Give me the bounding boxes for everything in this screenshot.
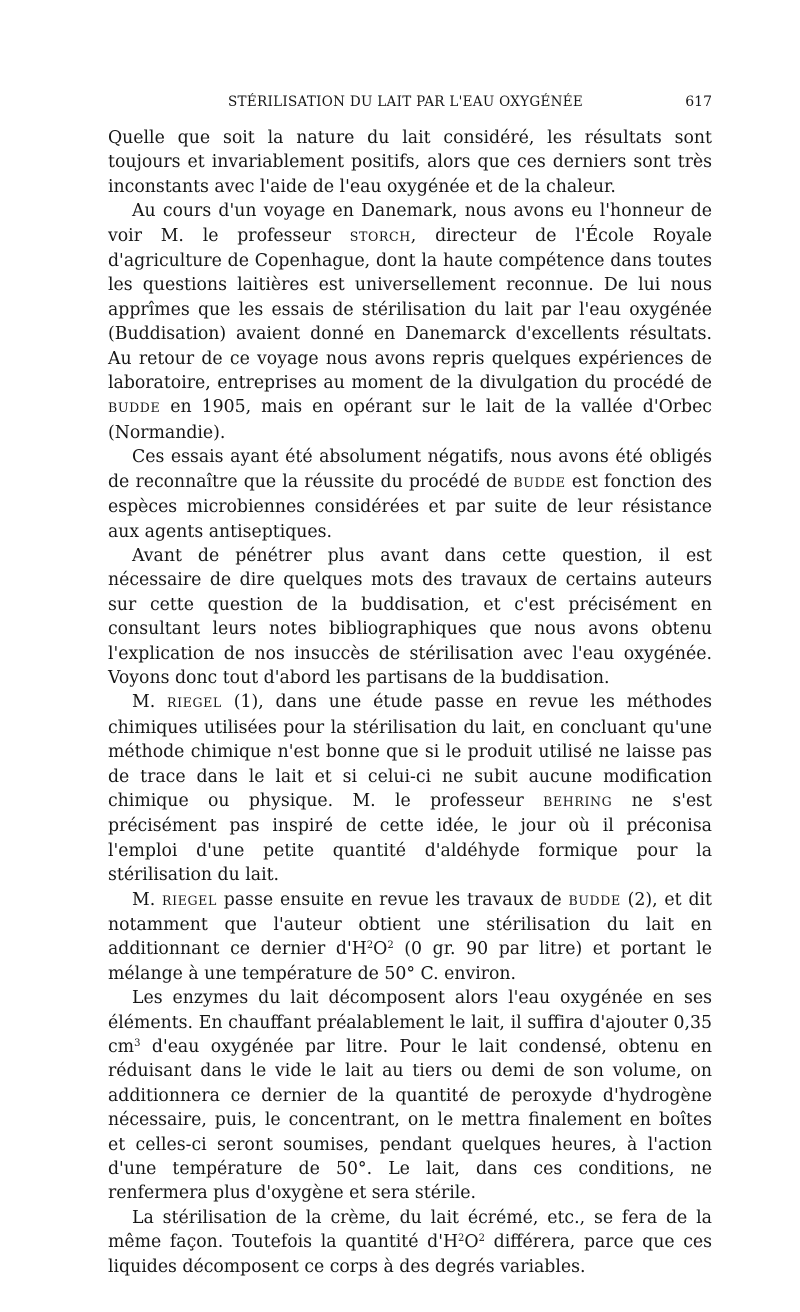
- page-number: 617: [685, 94, 712, 110]
- author-name: BEHRING: [543, 793, 613, 809]
- paragraph-1: Quelle que soit la nature du lait considéré, les résultats sont toujours et invariablement positifs, alors que ces derniers sont très inconstants avec l'aide de l'eau oxygénée et de la chaleur.: [108, 128, 712, 197]
- running-title: STÉRILISATION DU LAIT PAR L'EAU OXYGÉNÉE: [228, 94, 584, 110]
- paragraph-4: Avant de pénétrer plus avant dans cette question, il est nécessaire de dire quelques mots des travaux de certains auteurs sur cette question de la buddisation, et c'est précisément en consultant leurs notes bibliographiques que nous avons obtenu l'explication de nos insuccès de stérilisation avec l'eau oxygénée. Voyons donc tout d'abord les partisans de la buddisation.: [108, 545, 712, 688]
- body-text: [108, 126, 712, 1279]
- formula-subscript: 2: [458, 1233, 465, 1245]
- author-name: RIEGEL: [162, 892, 217, 908]
- author-name: STORCH: [349, 228, 411, 244]
- author-name: RIEGEL: [167, 695, 222, 711]
- unit-exponent: 3: [134, 1038, 141, 1050]
- paragraph-7: Les enzymes du lait décomposent alors l'eau oxygénée en ses éléments. En chauffant préalablement le lait, il suffira d'ajouter 0,35 $cm^3$ d'eau oxygénée par litre. Pour le lait condensé, obtenu en réduisant dans le vide le lait au tiers ou demi de son volume, on additionnera ce dernier de la quantité de peroxyde d'hydrogène nécessaire, puis, le concentrant, on le mettra finalement en boîtes et celles-ci seront soumises, pendant quelques heures, à l'action d'une température de 50°. Le lait, dans ces conditions, ne renfermera plus d'oxygène et sera stérile.: [108, 988, 712, 1204]
- paragraph-5: M. RIEGEL (1), dans une étude passe en revue les méthodes chimiques utilisées pour la stérilisation du lait, en concluant qu'une méthode chimique n'est bonne que si le produit utilisé ne laisse pas de trace dans le lait et si celui-ci ne subit aucune modification chimique ou physique. M. le professeur BEHRING ne s'est précisément pas inspiré de cette idée, le jour où il préconisa l'emploi d'une petite quantité d'aldéhyde formique pour la stérilisation du lait.: [108, 692, 712, 886]
- formula-subscript: 2: [478, 1233, 485, 1245]
- paragraph-8: La stérilisation de la crème, du lait écrémé, etc., se fera de la même façon. Toutefois la quantité $d'H^2O^2$ différera, parce que ces liquides décomposent ce corps à des degrés variables.: [108, 1207, 712, 1277]
- formula-subscript: 2: [387, 940, 394, 952]
- paragraph-6: M. RIEGEL passe ensuite en revue les travaux de BUDDE (2), et dit notamment que l'auteur obtient une stérilisation du lait en additionnant ce dernier $d'H^2O^2$ (0 gr. 90 par litre) et portant le mélange à une température de 50° C. environ.: [108, 889, 712, 984]
- formula-subscript: 2: [366, 940, 374, 952]
- running-head: [108, 94, 712, 114]
- author-name: BUDDE: [568, 892, 621, 908]
- paragraph-2: Au cours d'un voyage en Danemark, nous avons eu l'honneur de voir M. le professeur STORCH, directeur de l'École Royale d'agriculture de Copenhague, dont la haute compétence dans toutes les questions laitières est universellement reconnue. De lui nous apprîmes que les essais de stérilisation du lait par l'eau oxygénée (Buddisation) avaient donné en Danemarck d'excellents résultats. Au retour de ce voyage nous avons repris quelques expériences de laboratoire, entreprises au moment de la divulgation du procédé de BUDDE en 1905, mais en opérant sur le lait de la vallée d'Orbec (Normandie).: [108, 201, 712, 443]
- author-name: BUDDE: [108, 400, 161, 416]
- paragraph-3: Ces essais ayant été absolument négatifs, nous avons été obligés de reconnaître que la réussite du procédé de BUDDE est fonction des espèces microbiennes considérées et par suite de leur résistance aux agents antiseptiques.: [108, 447, 712, 542]
- author-name: BUDDE: [513, 474, 566, 490]
